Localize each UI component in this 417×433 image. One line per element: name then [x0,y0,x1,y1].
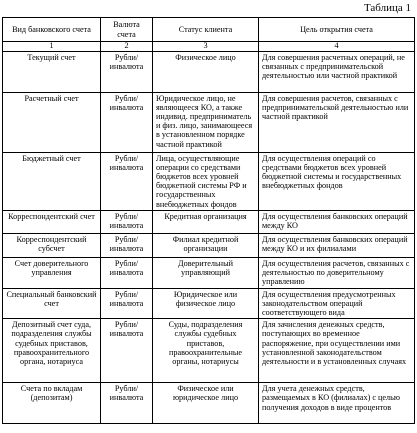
purpose-cell: Для осуществления банковских операций между КО и их филиалами [259,233,415,257]
currency-cell: Рубли/ инвалюта [101,319,153,383]
header-row [3,18,415,42]
header-currency: Валюта счета [101,18,153,42]
client-status-cell: Юридическое или физическое лицо [153,288,259,319]
client-status-cell: Филиал кредитной организации [153,233,259,257]
client-status-cell: Кредитная организация [153,210,259,233]
header-purpose: Цель открытия счета [259,18,415,42]
column-number: 4 [259,42,415,52]
account-type-cell: Специальный банковский счет [3,288,101,319]
purpose-cell: Для осуществления операций со средствами бюджетов всех уровней бюджетной системы и государственных внебюджетных фондов [259,152,415,210]
account-type-cell: Бюджетный счет [3,152,101,210]
table-row [3,92,415,152]
currency-cell: Рубли/ инвалюта [101,257,153,288]
account-type-cell: Счета по вкладам (депозитам) [3,383,101,424]
account-type-cell: Корреспондентский счет [3,210,101,233]
client-status-cell: Лица, осуществляющие операции со средствами бюджетов всех уровней бюджетной системы РФ и государственных внебюджетных фондов [153,152,259,210]
header-client-status: Статус клиента [153,18,259,42]
table-row [3,383,415,424]
column-number: 3 [153,42,259,52]
purpose-cell: Для осуществления расчетов, связанных с деятельностью по доверительному управлению [259,257,415,288]
client-status-cell: Физическое или юридическое лицо [153,383,259,424]
currency-cell: Рубли/ инвалюта [101,383,153,424]
currency-cell: Рубли/ инвалюта [101,233,153,257]
currency-cell: Рубли/ инвалюта [101,152,153,210]
currency-cell: Рубли/ инвалюта [101,92,153,152]
purpose-cell: Для совершения расчетов, связанных с предпринимательской деятельностью или частной практикой [259,92,415,152]
table-row [3,319,415,383]
client-status-cell: Суды, подразделения службы судебных приставов, правоохранительные органы, нотариусы [153,319,259,383]
purpose-cell: Для зачисления денежных средств, поступающих во временное распоряжение, при осуществлении ими установленной законодательством деятельности и в установленных случаях [259,319,415,383]
table-row [3,51,415,92]
currency-cell: Рубли/ инвалюта [101,51,153,92]
account-type-cell: Депозитный счет суда, подразделения службы судебных приставов, правоохранительного органа, нотариуса [3,319,101,383]
client-status-cell: Юридическое лицо, не являющееся КО, а также индивид. предприниматель и физ. лицо, занимающееся в установленном порядке частной практикой [153,92,259,152]
table-caption: Таблица 1 [363,2,411,14]
purpose-cell: Для осуществления предусмотренных законодательством операций соответствующего вида [259,288,415,319]
account-type-cell: Расчетный счет [3,92,101,152]
table-row [3,288,415,319]
client-status-cell: Физическое лицо [153,51,259,92]
column-number: 1 [3,42,101,52]
account-type-cell: Счет доверительного управления [3,257,101,288]
currency-cell: Рубли/ инвалюта [101,210,153,233]
table-row [3,152,415,210]
column-number-row [3,42,415,52]
purpose-cell: Для осуществления банковских операций между КО [259,210,415,233]
bank-accounts-table [2,17,415,424]
header-account-type: Вид банковского счета [3,18,101,42]
account-type-cell: Текущий счет [3,51,101,92]
account-type-cell: Корреспондентский субсчет [3,233,101,257]
client-status-cell: Доверительный управляющий [153,257,259,288]
purpose-cell: Для совершения расчетных операций, не связанных с предпринимательской деятельностью или частной практикой [259,51,415,92]
table-row [3,257,415,288]
currency-cell: Рубли/ инвалюта [101,288,153,319]
table-row [3,233,415,257]
column-number: 2 [101,42,153,52]
table-row [3,210,415,233]
purpose-cell: Для учета денежных средств, размещаемых в КО (филиалах) с целью получения доходов в виде процентов [259,383,415,424]
